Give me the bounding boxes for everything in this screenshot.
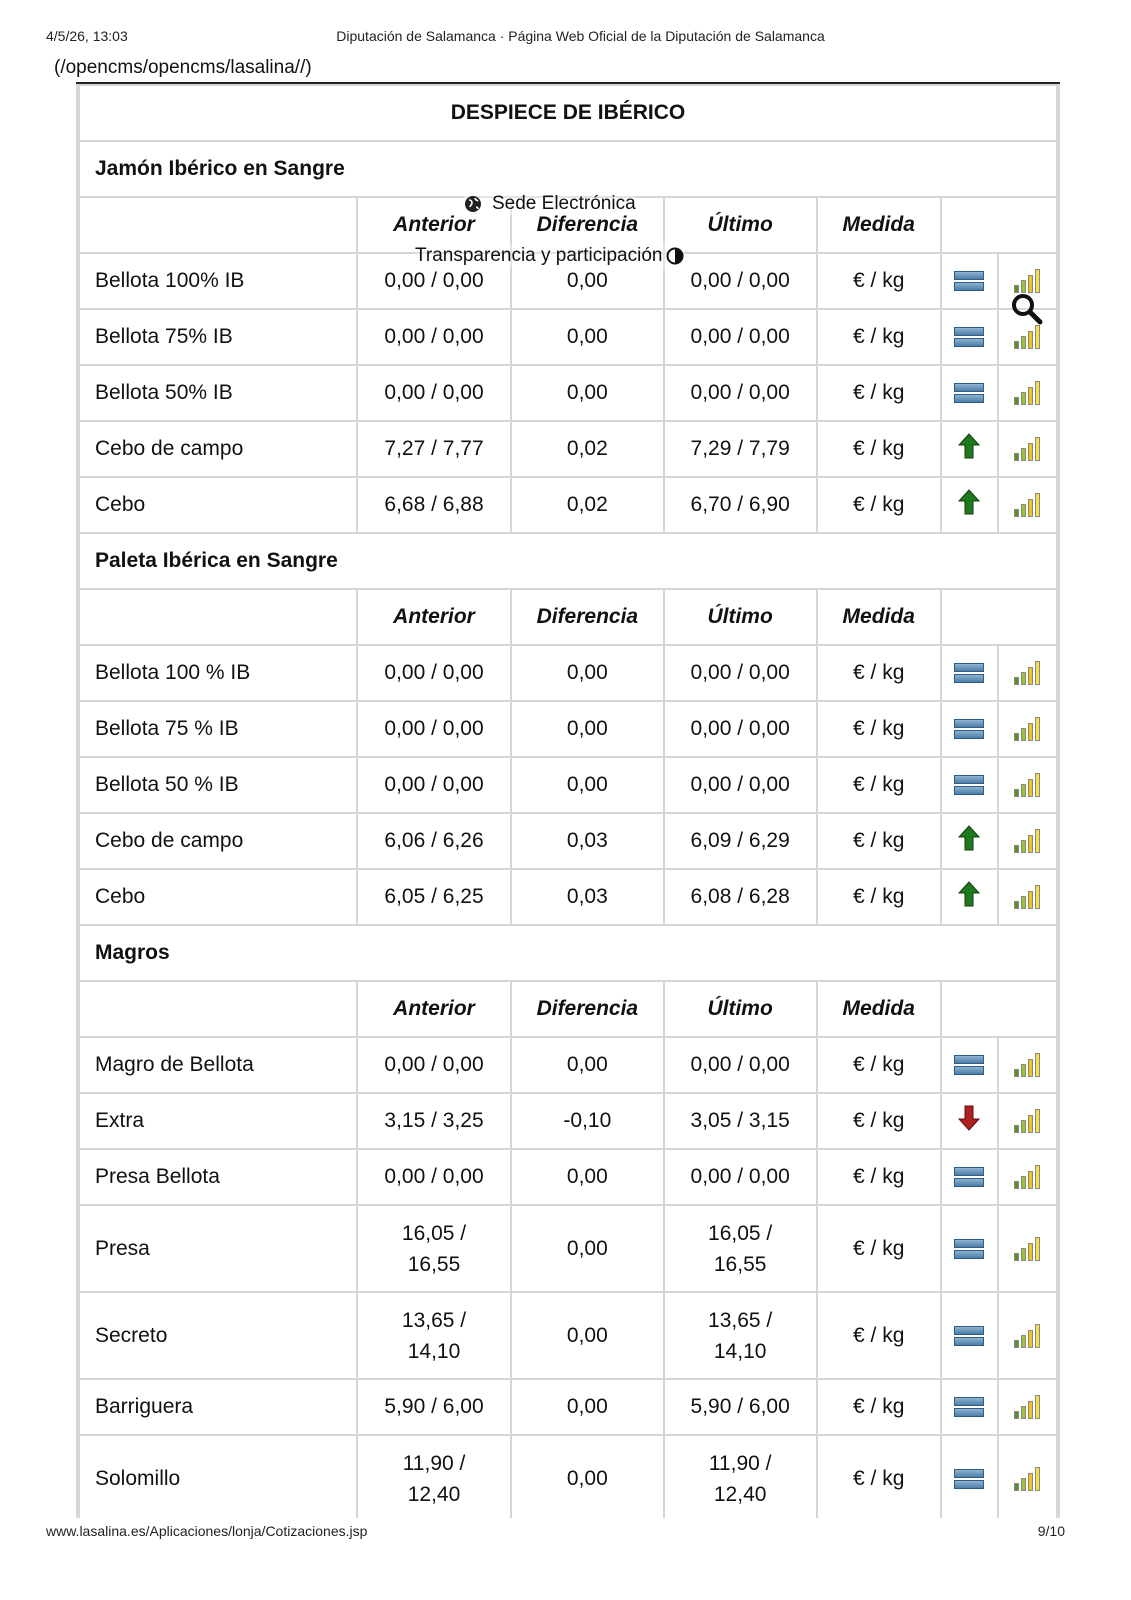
value-text: 7,27 / 7,77 xyxy=(384,437,484,460)
value-ultimo xyxy=(664,253,817,309)
equal-icon xyxy=(954,1326,984,1346)
arrow-up-icon xyxy=(958,489,980,521)
column-header-medida: Medida xyxy=(817,197,941,253)
table-row xyxy=(79,365,1057,421)
value-medida xyxy=(817,1435,941,1518)
column-header-anterior: Anterior xyxy=(357,981,511,1037)
value-text: 5,90 / 6,00 xyxy=(384,1395,484,1418)
value-ultimo xyxy=(664,309,817,365)
trend-cell xyxy=(941,1093,998,1149)
arrow-up-icon xyxy=(958,881,980,913)
chart-bars-icon[interactable] xyxy=(1014,381,1040,405)
equal-icon xyxy=(954,383,984,403)
value-text: 7,29 / 7,79 xyxy=(690,437,790,460)
trend-cell xyxy=(941,1292,998,1379)
section-title-row xyxy=(79,925,1057,981)
value-text: € / kg xyxy=(853,1323,905,1347)
value-ultimo xyxy=(664,869,817,925)
value-text: 6,68 / 6,88 xyxy=(384,493,484,516)
table-row xyxy=(79,421,1057,477)
value-text: 0,00 / 0,00 xyxy=(384,773,484,796)
value-text: 0,00 / 0,00 xyxy=(384,381,484,404)
arrow-up-icon xyxy=(958,825,980,857)
table-row xyxy=(79,645,1057,701)
chart-cell[interactable] xyxy=(998,365,1057,421)
value-text: 0,00 / 0,00 xyxy=(384,717,484,740)
value-medida xyxy=(817,421,941,477)
value-diferencia xyxy=(511,1149,664,1205)
product-name: Presa Bellota xyxy=(79,1149,357,1205)
value-diferencia xyxy=(511,757,664,813)
print-header xyxy=(0,28,1131,48)
transparencia-link[interactable] xyxy=(415,245,684,267)
header-empty xyxy=(941,981,1057,1037)
value-diferencia xyxy=(511,1379,664,1435)
trend-cell xyxy=(941,645,998,701)
value-text: € / kg xyxy=(853,269,905,292)
table-row xyxy=(79,1379,1057,1435)
value-diferencia xyxy=(511,421,664,477)
column-header-row xyxy=(79,981,1057,1037)
value-anterior xyxy=(357,869,511,925)
value-text: 0,00 xyxy=(566,1323,608,1347)
chart-cell[interactable] xyxy=(998,1093,1057,1149)
product-name: Solomillo xyxy=(79,1435,357,1518)
product-name: Bellota 75% IB xyxy=(79,309,357,365)
value-text: € / kg xyxy=(853,325,905,348)
section-title: Magros xyxy=(79,925,1057,981)
column-header-anterior: Anterior xyxy=(357,197,511,253)
sede-label: Sede Electrónica xyxy=(492,193,636,214)
value-ultimo xyxy=(664,1292,817,1379)
product-name: Cebo xyxy=(79,477,357,533)
chart-cell[interactable] xyxy=(998,1205,1057,1292)
equal-icon xyxy=(954,775,984,795)
value-text: 0,03 xyxy=(566,829,608,852)
value-medida xyxy=(817,253,941,309)
equal-icon xyxy=(954,1397,984,1417)
value-anterior xyxy=(357,421,511,477)
equal-icon xyxy=(954,1167,984,1187)
value-text: 6,06 / 6,26 xyxy=(384,829,484,852)
column-header-row xyxy=(79,589,1057,645)
trend-cell xyxy=(941,309,998,365)
value-text: 0,00 / 0,00 xyxy=(690,1165,790,1188)
value-text: 0,00 / 0,00 xyxy=(690,773,790,796)
page-number: 9/10 xyxy=(1037,1523,1065,1539)
value-ultimo xyxy=(664,1093,817,1149)
print-date: 4/5/26, 13:03 xyxy=(46,28,128,44)
value-text: 11,90 / 12,40 xyxy=(708,1451,772,1506)
value-diferencia xyxy=(511,645,664,701)
transparencia-label: Transparencia y participación xyxy=(415,245,663,266)
chart-cell[interactable] xyxy=(998,1149,1057,1205)
value-text: 0,00 / 0,00 xyxy=(690,661,790,684)
table-row xyxy=(79,757,1057,813)
value-text: 6,09 / 6,29 xyxy=(690,829,790,852)
table-row xyxy=(79,1093,1057,1149)
chart-bars-icon[interactable] xyxy=(1014,1467,1040,1491)
product-name: Bellota 100% IB xyxy=(79,253,357,309)
value-ultimo xyxy=(664,1037,817,1093)
value-text: 0,00 / 0,00 xyxy=(690,269,790,292)
trend-cell xyxy=(941,1435,998,1518)
chart-cell[interactable] xyxy=(998,1379,1057,1435)
value-text: 0,00 xyxy=(566,325,608,348)
chart-cell[interactable] xyxy=(998,477,1057,533)
value-medida xyxy=(817,757,941,813)
sede-electronica-link[interactable] xyxy=(464,193,636,215)
value-diferencia xyxy=(511,365,664,421)
value-anterior xyxy=(357,1435,511,1518)
value-text: € / kg xyxy=(853,1053,905,1076)
chart-bars-icon[interactable] xyxy=(1014,1324,1040,1348)
chart-bars-icon[interactable] xyxy=(1014,493,1040,517)
value-diferencia xyxy=(511,701,664,757)
value-text: € / kg xyxy=(853,1109,905,1132)
value-medida xyxy=(817,701,941,757)
value-text: 0,00 xyxy=(566,773,608,796)
value-medida xyxy=(817,1149,941,1205)
column-header-ultimo: Último xyxy=(664,589,817,645)
value-text: € / kg xyxy=(853,1466,905,1490)
value-text: 13,65 / 14,10 xyxy=(708,1308,773,1363)
value-text: 0,00 xyxy=(566,1466,608,1490)
value-text: 0,00 xyxy=(566,381,608,404)
trend-cell xyxy=(941,1205,998,1292)
value-medida xyxy=(817,1205,941,1292)
value-text: € / kg xyxy=(853,885,905,908)
chart-bars-icon[interactable] xyxy=(1014,773,1040,797)
globe-icon xyxy=(464,195,482,213)
value-ultimo xyxy=(664,421,817,477)
value-diferencia xyxy=(511,1037,664,1093)
value-text: € / kg xyxy=(853,773,905,796)
header-empty xyxy=(941,589,1057,645)
chart-cell[interactable] xyxy=(998,869,1057,925)
value-text: € / kg xyxy=(853,829,905,852)
value-anterior xyxy=(357,757,511,813)
chart-cell[interactable] xyxy=(998,1037,1057,1093)
value-ultimo xyxy=(664,1379,817,1435)
chart-bars-icon[interactable] xyxy=(1014,1109,1040,1133)
product-name: Magro de Bellota xyxy=(79,1037,357,1093)
chart-cell[interactable] xyxy=(998,1435,1057,1518)
table-row xyxy=(79,309,1057,365)
value-anterior xyxy=(357,1205,511,1292)
column-header-medida: Medida xyxy=(817,981,941,1037)
value-ultimo xyxy=(664,645,817,701)
product-name: Presa xyxy=(79,1205,357,1292)
value-text: 0,00 / 0,00 xyxy=(384,1165,484,1188)
value-text: 0,00 / 0,00 xyxy=(384,325,484,348)
value-ultimo xyxy=(664,365,817,421)
value-medida xyxy=(817,869,941,925)
value-text: € / kg xyxy=(853,1236,905,1260)
value-text: 0,00 / 0,00 xyxy=(690,1053,790,1076)
chart-bars-icon[interactable] xyxy=(1014,829,1040,853)
chart-cell[interactable] xyxy=(998,1292,1057,1379)
search-icon[interactable] xyxy=(1010,292,1044,331)
value-text: 3,05 / 3,15 xyxy=(690,1109,790,1132)
price-table xyxy=(78,84,1058,1518)
value-anterior xyxy=(357,1292,511,1379)
equal-icon xyxy=(954,1055,984,1075)
value-anterior xyxy=(357,309,511,365)
value-text: 5,90 / 6,00 xyxy=(690,1395,790,1418)
value-text: 6,70 / 6,90 xyxy=(690,493,790,516)
value-diferencia xyxy=(511,1292,664,1379)
column-header-ultimo: Último xyxy=(664,197,817,253)
trend-cell xyxy=(941,421,998,477)
value-medida xyxy=(817,1037,941,1093)
value-text: € / kg xyxy=(853,1165,905,1188)
value-anterior xyxy=(357,1149,511,1205)
trend-cell xyxy=(941,1037,998,1093)
section-title: Paleta Ibérica en Sangre xyxy=(79,533,1057,589)
trend-cell xyxy=(941,813,998,869)
header-empty xyxy=(941,197,1057,253)
value-text: 0,00 xyxy=(566,661,608,684)
chart-cell[interactable] xyxy=(998,645,1057,701)
value-ultimo xyxy=(664,1435,817,1518)
value-text: 0,02 xyxy=(566,493,608,516)
product-name: Cebo de campo xyxy=(79,421,357,477)
product-name: Bellota 50% IB xyxy=(79,365,357,421)
value-diferencia xyxy=(511,1205,664,1292)
value-diferencia xyxy=(511,477,664,533)
value-diferencia xyxy=(511,813,664,869)
product-name: Cebo de campo xyxy=(79,813,357,869)
value-text: 6,05 / 6,25 xyxy=(384,885,484,908)
contrast-icon[interactable] xyxy=(666,247,684,265)
value-text: 0,00 / 0,00 xyxy=(690,717,790,740)
value-medida xyxy=(817,309,941,365)
chart-bars-icon[interactable] xyxy=(1014,1237,1040,1261)
table-row xyxy=(79,1205,1057,1292)
value-text: 13,65 / 14,10 xyxy=(401,1308,467,1363)
value-text: 0,03 xyxy=(566,885,608,908)
section-title: Jamón Ibérico en Sangre xyxy=(79,141,1057,197)
chart-bars-icon[interactable] xyxy=(1014,661,1040,685)
table-row xyxy=(79,1435,1057,1518)
print-page-title: Diputación de Salamanca · Página Web Oficial de la Diputación de Salamanca xyxy=(336,28,825,44)
column-header-diferencia: Diferencia xyxy=(511,981,664,1037)
column-header-anterior: Anterior xyxy=(357,589,511,645)
value-anterior xyxy=(357,365,511,421)
equal-icon xyxy=(954,663,984,683)
value-text: 0,00 xyxy=(566,1395,608,1418)
value-text: 11,90 / 12,40 xyxy=(402,1451,466,1506)
chart-bars-icon[interactable] xyxy=(1014,437,1040,461)
section-title-row xyxy=(79,533,1057,589)
value-text: € / kg xyxy=(853,437,905,460)
chart-bars-icon[interactable] xyxy=(1014,1053,1040,1077)
column-header-ultimo: Último xyxy=(664,981,817,1037)
home-link[interactable]: (/opencms/opencms/lasalina//) xyxy=(54,57,312,78)
table-row xyxy=(79,869,1057,925)
equal-icon xyxy=(954,1469,984,1489)
equal-icon xyxy=(954,327,984,347)
trend-cell xyxy=(941,701,998,757)
value-anterior xyxy=(357,813,511,869)
chart-bars-icon[interactable] xyxy=(1014,1395,1040,1419)
value-diferencia xyxy=(511,309,664,365)
chart-bars-icon[interactable] xyxy=(1014,885,1040,909)
table-row xyxy=(79,1149,1057,1205)
value-anterior xyxy=(357,1093,511,1149)
value-text: 0,00 xyxy=(566,1165,608,1188)
print-footer xyxy=(0,1523,1131,1543)
chart-cell[interactable] xyxy=(998,701,1057,757)
arrow-down-icon xyxy=(958,1105,980,1137)
value-text: 0,00 / 0,00 xyxy=(384,269,484,292)
chart-bars-icon[interactable] xyxy=(1014,1165,1040,1189)
header-empty xyxy=(79,197,357,253)
value-ultimo xyxy=(664,813,817,869)
value-diferencia xyxy=(511,1093,664,1149)
product-name: Bellota 100 % IB xyxy=(79,645,357,701)
value-medida xyxy=(817,365,941,421)
header-empty xyxy=(79,981,357,1037)
equal-icon xyxy=(954,271,984,291)
print-url: www.lasalina.es/Aplicaciones/lonja/Cotizaciones.jsp xyxy=(46,1523,368,1539)
equal-icon xyxy=(954,719,984,739)
value-text: 0,00 xyxy=(566,1236,608,1260)
value-ultimo xyxy=(664,477,817,533)
value-anterior xyxy=(357,701,511,757)
value-text: 0,00 xyxy=(566,269,608,292)
value-medida xyxy=(817,1093,941,1149)
table-title-row xyxy=(79,85,1057,141)
table-title: DESPIECE DE IBÉRICO xyxy=(79,85,1057,141)
price-sheet xyxy=(76,84,1060,1518)
trend-cell xyxy=(941,869,998,925)
equal-icon xyxy=(954,1239,984,1259)
chart-cell[interactable] xyxy=(998,421,1057,477)
value-text: € / kg xyxy=(853,717,905,740)
value-text: 0,00 xyxy=(566,717,608,740)
table-row xyxy=(79,701,1057,757)
table-row xyxy=(79,813,1057,869)
table-row xyxy=(79,1037,1057,1093)
value-text: 16,05 / 16,55 xyxy=(708,1221,773,1276)
value-text: 0,00 xyxy=(566,1053,608,1076)
value-medida xyxy=(817,1292,941,1379)
value-medida xyxy=(817,477,941,533)
value-text: 0,00 / 0,00 xyxy=(384,1053,484,1076)
product-name: Extra xyxy=(79,1093,357,1149)
value-text: 16,05 / 16,55 xyxy=(401,1221,467,1276)
value-medida xyxy=(817,1379,941,1435)
value-anterior xyxy=(357,1037,511,1093)
value-text: € / kg xyxy=(853,661,905,684)
value-anterior xyxy=(357,645,511,701)
value-text: € / kg xyxy=(853,1395,905,1418)
value-text: 0,02 xyxy=(566,437,608,460)
trend-cell xyxy=(941,253,998,309)
value-text: € / kg xyxy=(853,493,905,516)
section-title-row xyxy=(79,141,1057,197)
chart-cell[interactable] xyxy=(998,757,1057,813)
trend-cell xyxy=(941,757,998,813)
trend-cell xyxy=(941,1379,998,1435)
chart-bars-icon[interactable] xyxy=(1014,269,1040,293)
value-medida xyxy=(817,645,941,701)
value-text: -0,10 xyxy=(563,1109,612,1132)
value-ultimo xyxy=(664,757,817,813)
value-anterior xyxy=(357,477,511,533)
value-diferencia xyxy=(511,1435,664,1518)
column-header-diferencia: Diferencia xyxy=(511,589,664,645)
table-row xyxy=(79,1292,1057,1379)
column-header-medida: Medida xyxy=(817,589,941,645)
value-text: 3,15 / 3,25 xyxy=(384,1109,484,1132)
trend-cell xyxy=(941,365,998,421)
value-text: 0,00 / 0,00 xyxy=(384,661,484,684)
value-ultimo xyxy=(664,1205,817,1292)
value-text: 0,00 / 0,00 xyxy=(690,381,790,404)
value-ultimo xyxy=(664,1149,817,1205)
value-text: 0,00 / 0,00 xyxy=(690,325,790,348)
arrow-up-icon xyxy=(958,433,980,465)
product-name: Bellota 50 % IB xyxy=(79,757,357,813)
header-empty xyxy=(79,589,357,645)
chart-bars-icon[interactable] xyxy=(1014,717,1040,741)
product-name: Barriguera xyxy=(79,1379,357,1435)
value-ultimo xyxy=(664,701,817,757)
value-text: € / kg xyxy=(853,381,905,404)
chart-cell[interactable] xyxy=(998,813,1057,869)
product-name: Secreto xyxy=(79,1292,357,1379)
product-name: Cebo xyxy=(79,869,357,925)
column-header-diferencia: Diferencia xyxy=(511,197,664,253)
value-diferencia xyxy=(511,869,664,925)
table-row xyxy=(79,477,1057,533)
value-anterior xyxy=(357,1379,511,1435)
trend-cell xyxy=(941,477,998,533)
value-text: 6,08 / 6,28 xyxy=(690,885,790,908)
value-medida xyxy=(817,813,941,869)
trend-cell xyxy=(941,1149,998,1205)
product-name: Bellota 75 % IB xyxy=(79,701,357,757)
